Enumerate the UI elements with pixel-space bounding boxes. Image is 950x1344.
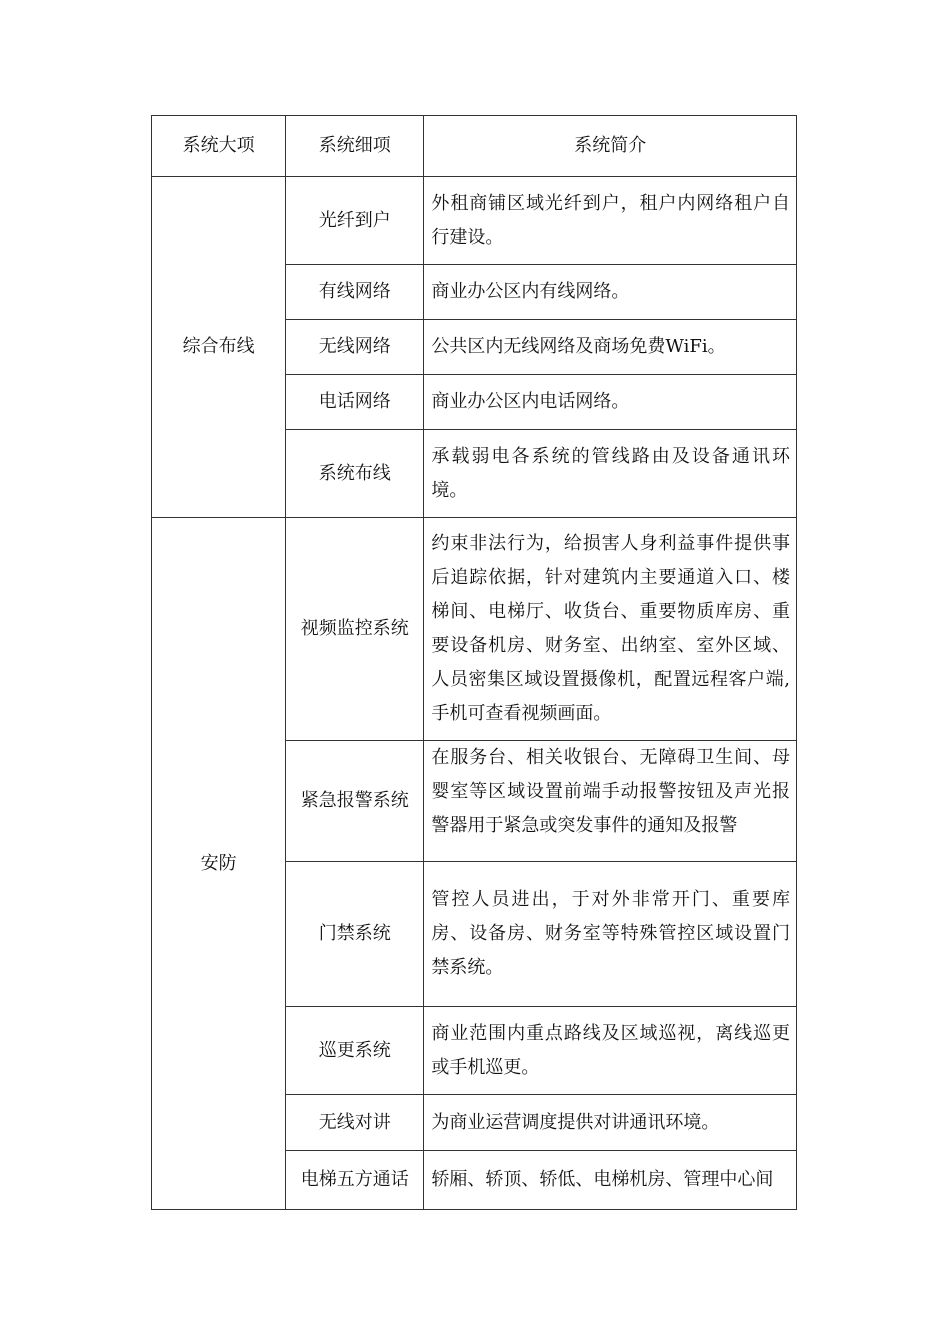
description-cell: 为商业运营调度提供对讲通讯环境。 [424, 1095, 797, 1151]
table-header-row [152, 116, 797, 177]
description-cell: 外租商铺区域光纤到户，租户内网络租户自行建设。 [424, 177, 797, 265]
item-cell: 视频监控系统 [286, 518, 424, 741]
item-cell: 电梯五方通话 [286, 1151, 424, 1210]
category-cell: 安防 [152, 518, 286, 1210]
description-cell: 商业范围内重点路线及区域巡视，离线巡更或手机巡更。 [424, 1007, 797, 1095]
item-cell: 有线网络 [286, 265, 424, 320]
system-table [151, 115, 797, 1210]
table-row [152, 177, 797, 265]
description-cell: 管控人员进出，于对外非常开门、重要库房、设备房、财务室等特殊管控区域设置门禁系统。 [424, 862, 797, 1007]
item-cell: 系统布线 [286, 430, 424, 518]
description-cell: 承载弱电各系统的管线路由及设备通讯环境。 [424, 430, 797, 518]
description-text: 在服务台、相关收银台、无障碍卫生间、母婴室等区域设置前端手动报警按钮及声光报警器用于紧急或突发事件的通知及报警 [431, 747, 790, 836]
header-category: 系统大项 [152, 116, 286, 177]
header-description: 系统简介 [424, 116, 797, 177]
description-cell [424, 741, 797, 862]
item-cell: 紧急报警系统 [286, 741, 424, 862]
item-cell: 巡更系统 [286, 1007, 424, 1095]
description-cell: 商业办公区内电话网络。 [424, 375, 797, 430]
description-cell: 商业办公区内有线网络。 [424, 265, 797, 320]
description-cell: 约束非法行为，给损害人身利益事件提供事后追踪依据，针对建筑内主要通道入口、楼梯间、电梯厅、收货台、重要物质库房、重要设备机房、财务室、出纳室、室外区域、人员密集区域设置摄像机，配置远程客户端,手机可查看视频画面。 [424, 518, 797, 741]
item-cell: 光纤到户 [286, 177, 424, 265]
item-cell: 无线对讲 [286, 1095, 424, 1151]
header-item: 系统细项 [286, 116, 424, 177]
description-cell: 公共区内无线网络及商场免费WiFi。 [424, 320, 797, 375]
item-cell: 无线网络 [286, 320, 424, 375]
category-cell: 综合布线 [152, 177, 286, 518]
table-row [152, 518, 797, 741]
item-cell: 门禁系统 [286, 862, 424, 1007]
item-cell: 电话网络 [286, 375, 424, 430]
description-cell: 轿厢、轿顶、轿低、电梯机房、管理中心间 [424, 1151, 797, 1210]
